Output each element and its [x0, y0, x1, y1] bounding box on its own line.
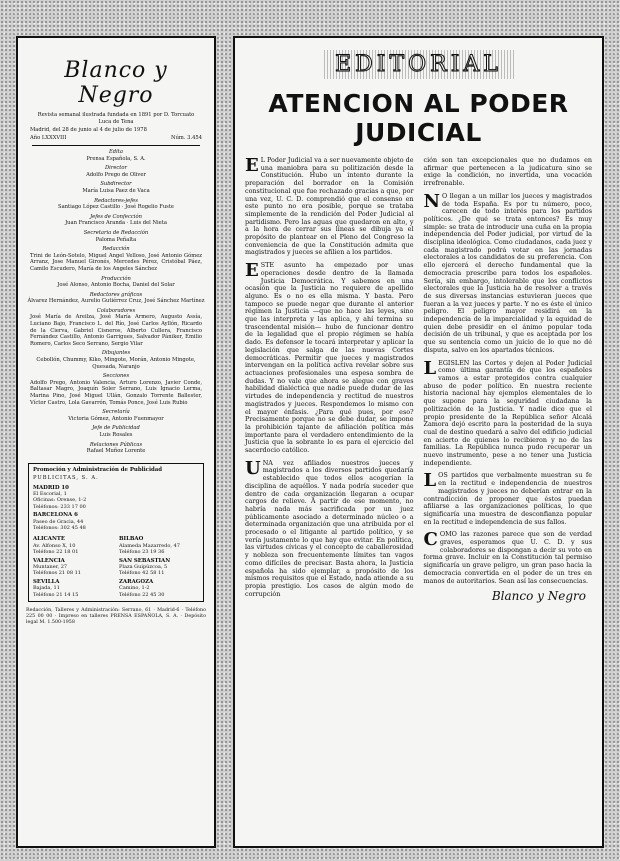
madrid-line: Oficinas: Orense, 1-2	[33, 497, 87, 504]
year-number: Año LXXXVIII	[30, 135, 67, 141]
office-line: Muntaner, 27	[33, 564, 68, 571]
edition-dates: Madrid, del 28 de junio al 4 de julio de 1978	[30, 127, 147, 133]
branch-office	[119, 556, 199, 577]
barcelona-line: Paseo de Gracia, 44	[33, 518, 84, 525]
editorial-box	[233, 36, 604, 848]
divider	[32, 145, 200, 146]
editorial-column-left	[245, 157, 414, 603]
editorial-paragraph	[424, 472, 593, 526]
office-line: Teléfono 22 18 01	[33, 549, 79, 556]
branch-offices	[33, 534, 199, 598]
credit-role: Secretaria de Redacción	[83, 229, 149, 236]
credit-names: Juan Francisco Aranda · Luis del Nieta	[65, 220, 167, 227]
barcelona-label: BARCELONA 6	[33, 512, 78, 519]
credit-names: Santiago López Castillo · José Rogelio Fuste	[58, 204, 174, 211]
office-line: Plaza Guipúzcoa, 5	[119, 564, 168, 571]
branch-office	[33, 534, 113, 555]
paragraph-text: L Poder Judicial va a ser nuevamente objeto de una maniobra para su politización desde la Constitución. Hubo un intento durante la preparación del borrador en la Comisión constitucional que fue rechazado gracias a que, por una vez, U. C. D. comprendió que el consenso en este punto no era posible, porque se trataba simplemente de la rendición del Poder Judicial al partidismo. Pero las aguas que quedaron en alto, y a la hora de cerrar sus líneas se dibuja ya el propósito de plantear en el Pleno del Congreso la conveniencia de que la Constitución admita que magistrados y jueces se afilien a los partidos.	[245, 156, 414, 257]
editorial-kicker: EDITORIAL	[324, 50, 514, 79]
credit-names: Cebollón, Chummy, Kiko, Mingote, Morán, Antonio Mingote, Quesada, Naranjo	[36, 357, 196, 370]
editorial-column-right	[424, 157, 593, 603]
credit-names: María Luisa Paez de Vaca	[82, 187, 150, 194]
credit-role: Producción	[101, 275, 131, 282]
office-line: Teléfonos 21 08 11	[33, 570, 81, 577]
credit-role: Redactores-jefes	[94, 197, 138, 204]
credit-names: Prensa Española, S. A.	[86, 155, 146, 162]
office-line: Teléfono 42 58 11	[119, 570, 165, 577]
office-line: Av. Alfonso X, 10	[33, 542, 76, 549]
paragraph-text: STE asunto ha empezado por unas operaciones desde dentro de la llamada Justicia Democrática. Y sabemos en una ocasión que la Justicia no requiere de apellido alguno. Es o no es ella misma. Y basta. Pero tampoco se puede negar que durante el anterior régimen la Justicia —que no hace las leyes, sino que las interpreta y las aplica, y ahí termina su trascendental misión— hubo de funcionar dentro de la legalidad que el propio régimen se había dado. Es defensor le tocará interpretar y aplicar la legislación que salga de las nuevas Cortes democráticas. Permitir que jueces y magistrados intervengan en la política activa revelar sobre sus actuaciones profesionales una espesa sombra de dudas. Y no vale que ahora se alegue con graves habilidad dialéctica que nadie puede dudar de las virtudes de independencia y rectitud de nuestros magistrados y jueces. Respondemos lo mismo con el mayor énfasis. ¿Para qué pues, por eso? Precisamente porque no se debe dudar, se impone la prohibición tajante de afiliación política más importante para el verdadero entendimiento de la Justicia que la sobrante lo es para el ejercicio del sacerdocio católico.	[245, 261, 414, 455]
drop-cap: C	[423, 529, 438, 551]
drop-cap: E	[245, 155, 259, 176]
madrid-line: Teléfonos: 233 17 00	[33, 503, 86, 510]
credit-names: Adolfo Prego, Antonio Valencia, Arturo Lorenzo, Javier Conde, Baltasar Magro, Joaquín Soler Serrano, Luis Ignacio Lerma, Marina Pino, José Miguel Ullán, Gonzalo Torrente Ballester, Víctor Castro, Lola Gavarrón, Tomás Ponce, José Luis Rubio	[30, 379, 202, 406]
credit-role: Subdirector	[100, 181, 132, 188]
office-line: Teléfono 23 19 36	[119, 549, 165, 556]
editorial-headline: ATENCION AL PODER JUDICIAL	[268, 89, 569, 147]
office-city: SEVILLA	[33, 578, 60, 585]
printing-note: Redacción, Talleres y Administración: Serrano, 61 · Madrid-6 · Teléfono 225 00 00 · Impreso en talleres PRENSA ESPAÑOLA, S. A. · Depósito legal M. 1.500-1958	[26, 608, 206, 626]
credit-role: Director	[105, 165, 127, 172]
credit-names: Victoria Gómez, Antonio Fuenmayor	[68, 415, 164, 422]
credit-role: Redactores gráficos	[89, 291, 143, 298]
madrid-line: El Escorial, 1	[33, 490, 67, 497]
editorial-paragraph	[245, 262, 414, 455]
editorial-paragraph	[245, 457, 414, 599]
credit-role: Secretaría	[102, 409, 130, 416]
paragraph-text: ción son tan excepcionales que no dudamos en afirmar que pertenecen a la judicatura sino se exige la condición, no invertida, una vocación irrefrenable.	[423, 156, 592, 188]
paragraph-text: O llegan a un millar los jueces y magistrados de toda España. Es por tu número, poco, carecen de todo interés para los partidos políticos. ¿De qué se trata entonces? Es muy simple: se trata de introducir una cuña en la propia independencia del Poder judicial, por virtud de la disciplina ideológica. Como ciudadanos, cada juez y cada magistrado podrá votar en las jornadas electorales a los candidatos de su preferencia. Con ello ejercerá el derecho fundamental que la democracia prescribe para todos los españoles. Sería, sin embargo, intolerable que los conflictos electorales que la Justicia ha de resolver a través de sus diversas instancias estuvieran jueces que fueran a la vez jueces y parte. Y no es éste el único peligro. El peligro mayor residirá en la independencia de la imparcialidad y la equidad de quien debe presidir en el ánimo popular toda decisión de un tribunal, y que es aceptada por los que su sentencia como un juicio de lo que no dé disputa, salvo en los apartados técnicos.	[423, 191, 592, 354]
branch-office	[119, 534, 199, 555]
editorial-columns	[245, 157, 592, 603]
masthead-logo: Blanco y Negro	[64, 58, 168, 108]
advertising-title: Promoción y Administración de Publicidad	[33, 466, 163, 473]
office-city: BILBAO	[119, 536, 144, 543]
advertising-company: PUBLICITAS, S. A.	[33, 475, 99, 482]
office-line: Teléfono 21 14 15	[33, 591, 79, 598]
drop-cap: N	[423, 190, 440, 212]
credit-role: Jefes de Confección	[90, 213, 142, 220]
paragraph-text: EGISLEN las Cortes y dejen al Poder Judicial como última garantía de que los españoles vamos a estar protegidos contra cualquier abuso de poder político. En nuestra reciente historia nacional hay ejemplos elementales de lo que supone para la seguridad ciudadana la politización de la Justicia. Y nadie dice que el propio presidente de la República señor Alcalá Zamora dejó escrito para la posteridad de la suya cual de destino quedará a salvo del edificio judicial en acierto de quienes lo recibieron y no de las familias. La República nunca pudo recuperar un nuevo instrumento, pese a no tener una Justicia independiente.	[423, 358, 592, 467]
credit-names: José Alonso, Antonio Bocha, Daniel del Solar	[57, 282, 175, 289]
office-line: Bajada, 11	[33, 585, 60, 592]
issue-number: Núm. 3.454	[171, 135, 202, 141]
drop-cap: U	[245, 457, 261, 479]
office-city: ALICANTE	[33, 536, 66, 543]
madrid-label: MADRID 10	[33, 484, 69, 491]
editorial-paragraph	[245, 157, 414, 257]
editorial-paragraph	[423, 357, 593, 468]
paragraph-text: OS partidos que verbalmente muestran su fe en la rectitud e independencia de nuestros magistrados y jueces no deberían entrar en la contradicción de proponer que éstos puedan afiliarse a las organizaciones políticas, lo que significaría una muestra de desconfianza popular en la rectitud e independencia de sus fallos.	[423, 471, 592, 526]
office-line: Teléfono 22 45 30	[119, 591, 165, 598]
credit-names: Rafael Muñoz Lorente	[86, 448, 146, 455]
edition-date	[30, 127, 202, 134]
editorial-paragraph	[423, 190, 593, 355]
masthead-box	[16, 36, 216, 848]
office-city: VALENCIA	[33, 557, 65, 564]
drop-cap: L	[423, 357, 437, 379]
office-city: SAN SEBASTIAN	[119, 557, 171, 564]
paragraph-text: NA vez afiliados nuestros jueces y magistrados a los diversos partidos quedaría establecido que todos ellos acogerían la disciplina de aquéllos. Y nada podría suceder que dentro de cada organización llegaran a ocupar cargos de relieve. A partir de ese momento, no habría nada más sacrificada por un juez públicamente asociado a determinado núcleo o a determinada organización que una atribuida por el procesado o el litigante al partido político, y se vería justamente lo que hay que evitar. En política, las virtudes cívicas y el concepto de caballerosidad y nobleza son frecuentemente límites tan vagos como difíciles de precisar. Basta ahora, la Justicia española ha sido ejemplar, a propósito de los mismos requisitos que el Estado, nada atiende a su propia prestigio. Los casos de algún modo de corrupción	[245, 458, 414, 598]
credit-names: Adolfo Prego de Oliver	[86, 171, 146, 178]
office-line: Alameda Mazarredo, 47	[119, 542, 180, 549]
credit-role: Redacción	[102, 246, 130, 253]
advertising-box	[28, 463, 204, 602]
credit-role: Colaboradores	[96, 307, 136, 314]
credit-role: Edita	[109, 149, 123, 155]
credit-role: Jefe de Publicidad	[92, 425, 140, 432]
editorial-paragraph	[424, 531, 593, 585]
office-line: Camino, 1-2	[119, 585, 150, 592]
office-city: ZARAGOZA	[119, 578, 154, 585]
credit-names: Luis Rosales	[99, 431, 133, 438]
masthead-subtitle: Revista semanal ilustrada fundada en 1891 por D. Torcuato Luca de Tena	[37, 112, 195, 125]
credit-role: Dibujantes	[101, 350, 131, 357]
staff-credits	[26, 149, 206, 455]
editorial-paragraph	[424, 157, 593, 188]
credit-names: Trini de León-Sotelo, Miguel Angel Velloso, José Antonio Gómez Arranz, Jose Manuel Gironés, Mercedes Pérez, Cristóbal Páez, Camilo Escudero, María de los Angeles Sánchez	[30, 252, 202, 272]
paragraph-text: OMO las razones parece que son de verdad graves, esperamos que U. C. D. y sus colaboradores se dispongan a decir su voto en forma grave. Incluir en la Constitución tal permiso significaría un grave peligro, un gran paso hacia la democracia convertida en el poder de un tres en manos de autoritarios. Sean así las consecuencias.	[423, 530, 592, 585]
credit-names: José María de Areilza, José María Armero, Augusto Assía, Luciano Bajo, Francisco L. del Río, José Carlos Ayllón, Ricardo de la Cierva, Gabriel Cisneros, Alberto Cullera, Francisco Fernández Castillo, Antonio Garrigues, Salvador Pániker, Emilio Romero, Carlos Seco Serrano, Sergio Vilar	[30, 314, 202, 347]
credit-names: Paloma Peñalta	[95, 236, 137, 243]
credit-role: Relaciones Públicas	[89, 441, 143, 448]
branch-office	[33, 556, 113, 577]
credit-role: Secciones	[102, 373, 130, 380]
drop-cap: E	[245, 260, 259, 282]
branch-office	[33, 577, 113, 598]
drop-cap: L	[423, 470, 437, 492]
branch-office	[119, 577, 199, 598]
credit-names: Álvarez Hernández, Aurelio Gutiérrez Cruz, José Sánchez Martínez	[27, 298, 205, 305]
issue-line	[30, 135, 202, 142]
editorial-signature: Blanco y Negro	[491, 589, 586, 604]
barcelona-line: Teléfonos: 302 45 48	[33, 525, 86, 531]
